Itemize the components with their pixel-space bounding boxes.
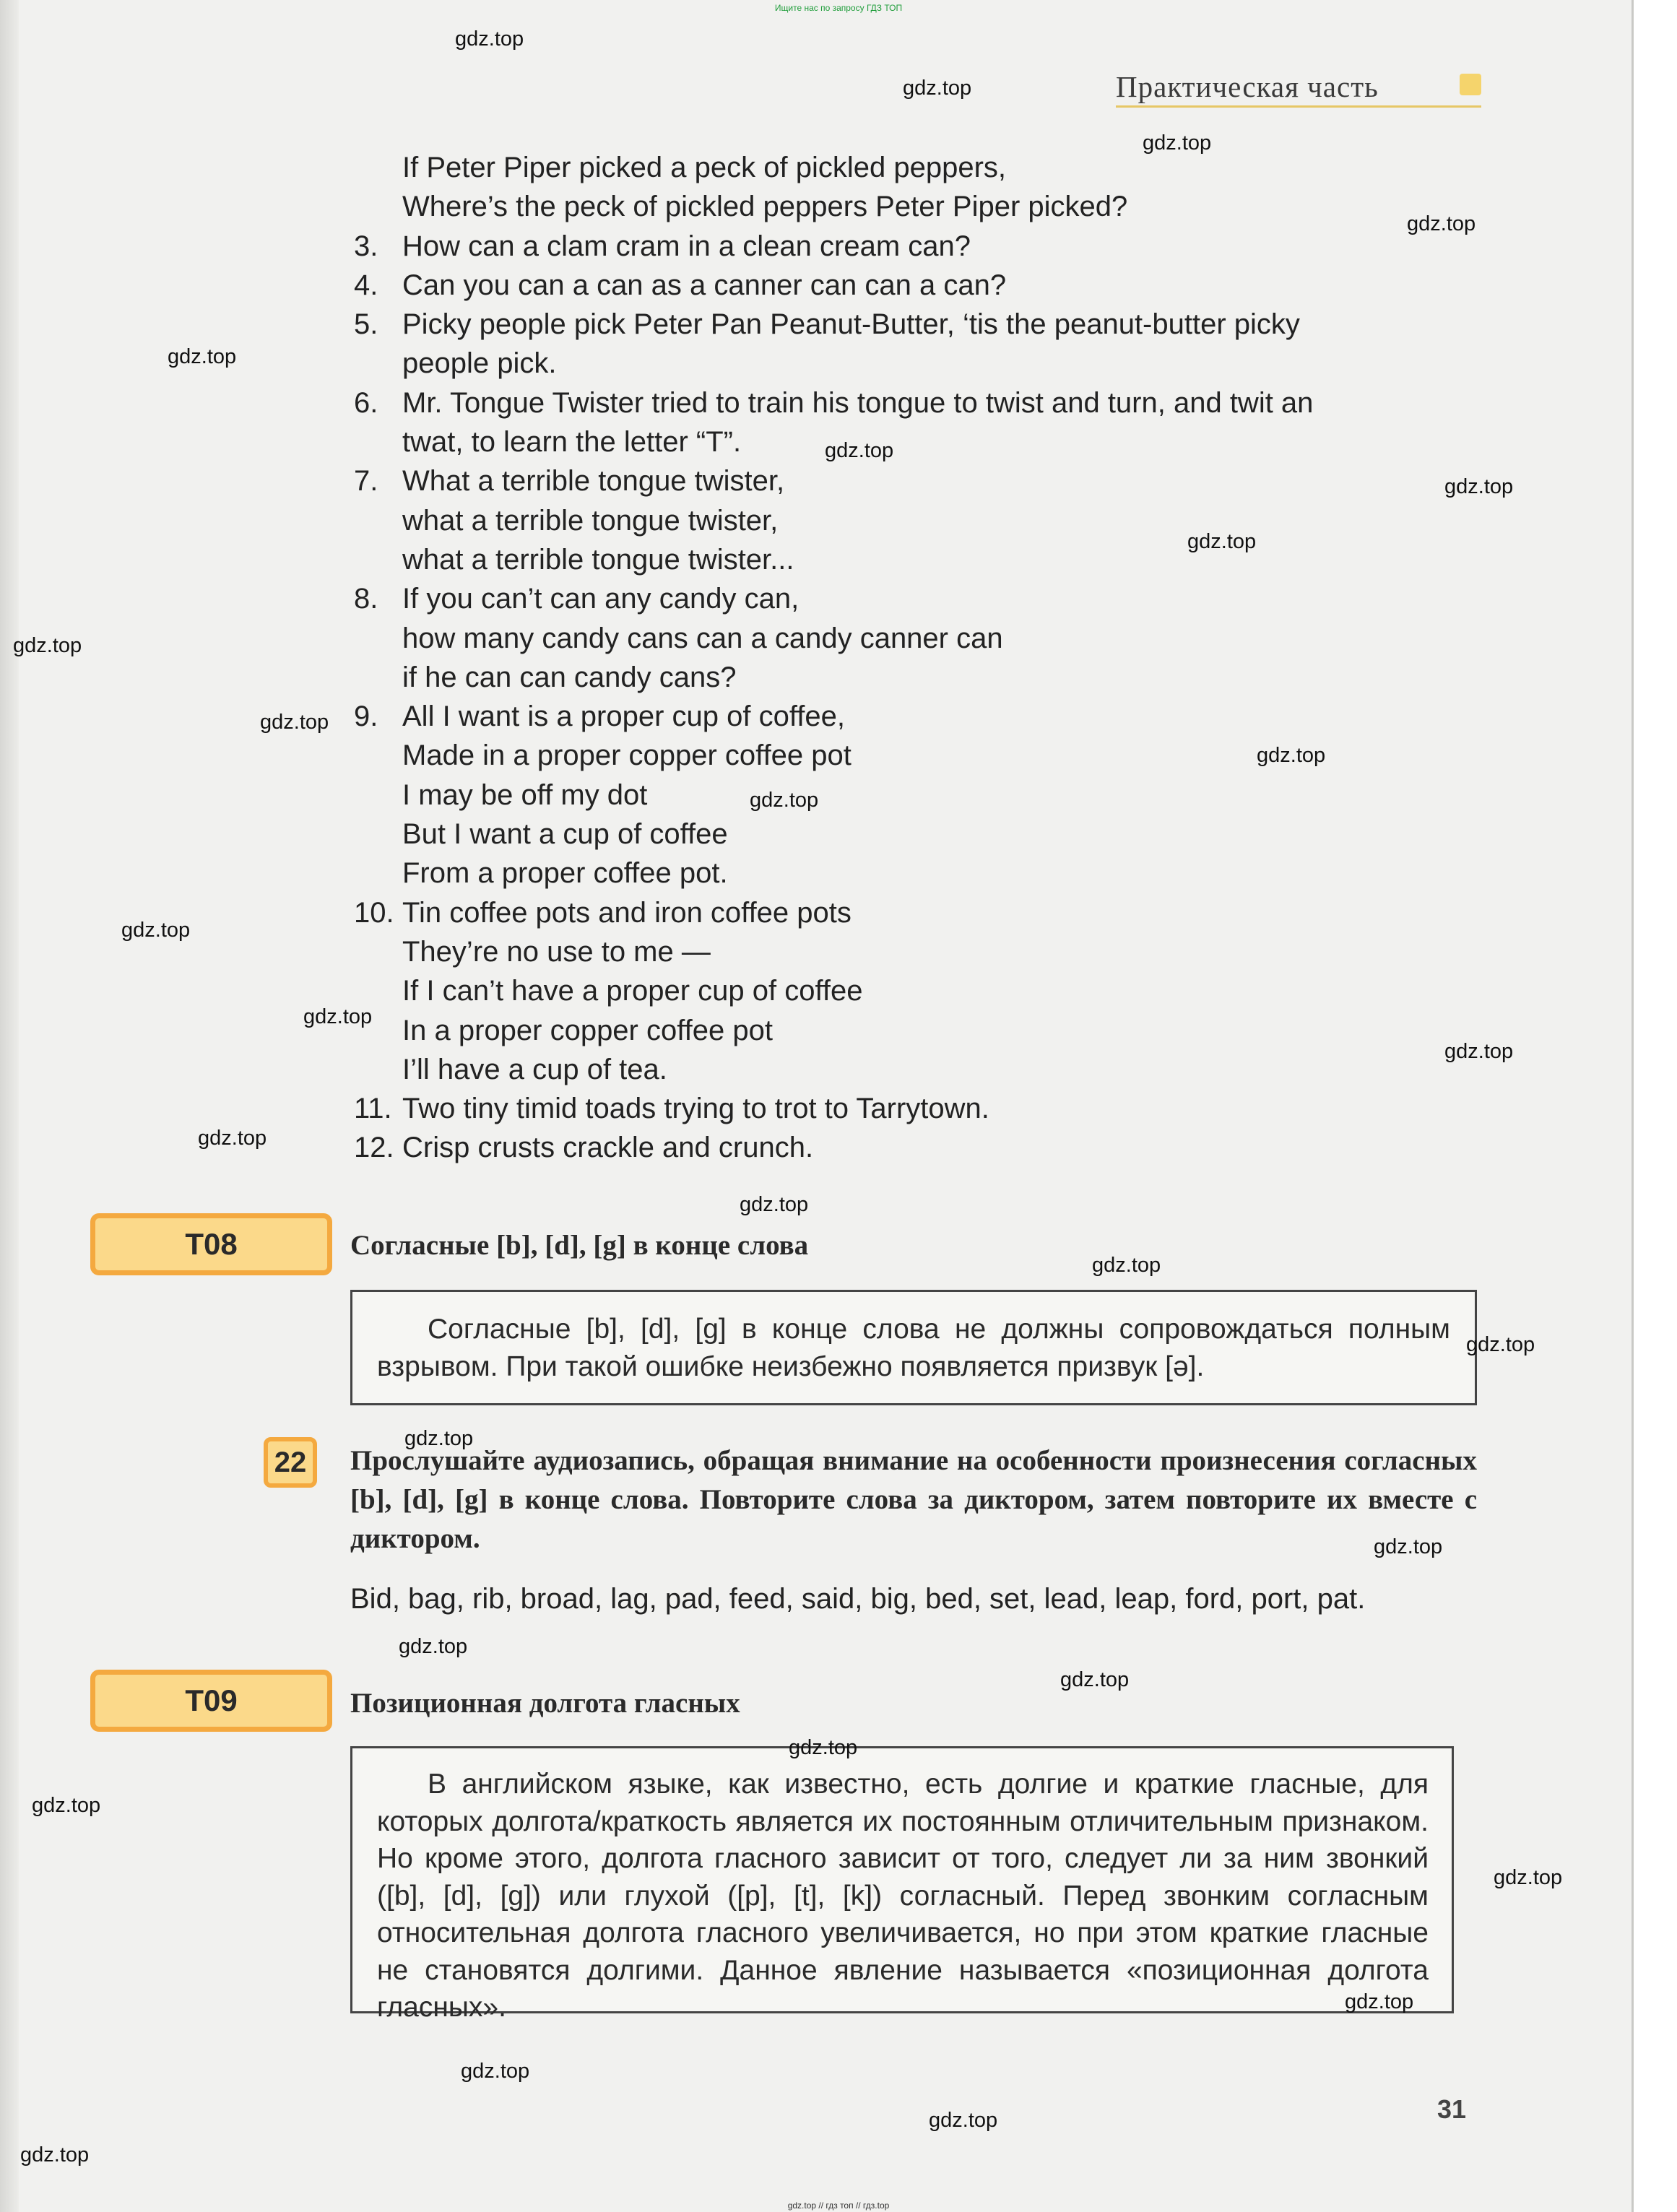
list-line [354, 227, 1481, 266]
list-line [354, 619, 1481, 658]
watermark: gdz.top [789, 1736, 858, 1759]
item-number: 9. [354, 701, 378, 733]
list-line [354, 1128, 1481, 1167]
list-line [354, 854, 1481, 893]
watermark: gdz.top [32, 1794, 101, 1817]
list-line [354, 148, 1481, 187]
watermark: gdz.top [303, 1005, 373, 1028]
watermark: gdz.top [1494, 1866, 1563, 1889]
watermark: gdz.top [455, 27, 524, 51]
page-shadow [0, 0, 19, 2212]
watermark: gdz.top [929, 2109, 998, 2132]
list-line [354, 1050, 1481, 1089]
item-text: Can you can a can as a canner can can a can? [402, 269, 1007, 301]
list-line [354, 344, 1481, 383]
watermark: gdz.top [1466, 1333, 1535, 1356]
list-line [354, 815, 1481, 854]
rule-text-t09: В английском языке, как известно, есть долгие и краткие гласные, для которых долгота/краткость является их постоянным отличительным признаком. Но кроме этого, долгота гласного зависит от того, следует ли за ним звонкий ([b], [d], [g]) или глухой ([p], [t], [k]) согласный. Перед звонким согласным относительная долгота гласного увеличивается, но при этом краткие гласные не становятся долгими. Данное явление называется «позиционная долгота гласных». [377, 1769, 1429, 2023]
list-line [354, 422, 1481, 461]
running-header [1116, 69, 1477, 104]
bottom-note: gdz.top // гдз топ // гдз.top [787, 2200, 890, 2211]
item-number: 3. [354, 230, 378, 262]
list-line [354, 776, 1481, 815]
watermark: gdz.top [121, 919, 191, 942]
tongue-twister-list [354, 148, 1481, 1168]
item-text: In a proper copper coffee pot [402, 1014, 773, 1046]
list-line [354, 579, 1481, 618]
list-line [354, 932, 1481, 971]
watermark: gdz.top [399, 1635, 468, 1658]
item-text: Two tiny timid toads trying to trot to Tarrytown. [402, 1093, 989, 1125]
rule-text-t08: Согласные [b], [d], [g] в конце слова не должны сопровождаться полным взрывом. При такой ошибке неизбежно появляется призвук [ə]. [377, 1314, 1450, 1382]
list-line [354, 658, 1481, 697]
watermark: gdz.top [1444, 1040, 1514, 1063]
watermark: gdz.top [260, 711, 329, 734]
item-text: If I can’t have a proper cup of coffee [402, 975, 863, 1007]
watermark: gdz.top [750, 789, 819, 812]
list-line [354, 187, 1481, 226]
item-text: I may be off my dot [402, 778, 648, 811]
item-number: 11. [354, 1093, 392, 1125]
watermark: gdz.top [198, 1127, 267, 1150]
section-code-t09: T09 [90, 1670, 332, 1732]
item-number: 7. [354, 465, 378, 498]
list-line [354, 893, 1481, 932]
watermark: gdz.top [1444, 475, 1514, 498]
header-rule [1116, 105, 1481, 108]
watermark: gdz.top [1143, 131, 1212, 155]
item-text: Picky people pick Peter Pan Peanut-Butter, ‘tis the peanut-butter picky [402, 308, 1300, 341]
item-text: Made in a proper copper coffee pot [402, 739, 852, 772]
header-marker-icon [1460, 74, 1481, 95]
item-text: Crisp crusts crackle and crunch. [402, 1132, 814, 1164]
list-line [354, 1089, 1481, 1128]
item-text: I’ll have a cup of tea. [402, 1053, 667, 1085]
item-text: They’re no use to me — [402, 935, 711, 968]
watermark: gdz.top [1187, 530, 1257, 553]
rule-box-t08 [350, 1290, 1477, 1405]
page-number: 31 [1437, 2094, 1467, 2124]
watermark: gdz.top [825, 439, 894, 462]
watermark: gdz.top [1060, 1668, 1130, 1691]
list-line [354, 501, 1481, 540]
item-text: if he can can candy cans? [402, 661, 737, 693]
item-text: twat, to learn the letter “T”. [402, 426, 742, 459]
list-line [354, 1011, 1481, 1050]
item-text: what a terrible tongue twister, [402, 504, 779, 537]
item-number: 8. [354, 583, 378, 615]
watermark: gdz.top [1374, 1535, 1443, 1558]
rule-box-t09 [350, 1746, 1454, 2023]
watermark: gdz.top [20, 2143, 90, 2167]
watermark: gdz.top [461, 2060, 530, 2083]
item-number: 4. [354, 269, 378, 301]
list-line [354, 305, 1481, 344]
item-number: 5. [354, 308, 378, 341]
watermark: gdz.top [1345, 1990, 1414, 2013]
section-title-t08: Согласные [b], [d], [g] в конце слова [350, 1230, 809, 1261]
watermark: gdz.top [903, 77, 972, 100]
watermark: gdz.top [168, 345, 237, 368]
header-title: Практическая часть [1116, 70, 1379, 103]
page-edge [1632, 0, 1677, 2212]
exercise-number-badge: 22 [264, 1437, 317, 1488]
item-text: All I want is a proper cup of coffee, [402, 701, 845, 733]
item-number: 6. [354, 386, 378, 419]
watermark: gdz.top [740, 1193, 809, 1216]
item-number: 10. [354, 896, 394, 929]
item-number: 12. [354, 1132, 394, 1164]
watermark: gdz.top [404, 1427, 474, 1450]
list-line [354, 540, 1481, 579]
item-text: From a proper coffee pot. [402, 857, 728, 890]
item-text: Tin coffee pots and iron coffee pots [402, 896, 852, 929]
item-text: But I want a cup of coffee [402, 818, 728, 851]
item-text: Mr. Tongue Twister tried to train his tongue to twist and turn, and twit an [402, 386, 1314, 419]
item-text: people pick. [402, 347, 557, 380]
watermark: gdz.top [1257, 744, 1326, 767]
item-text: Where’s the peck of pickled peppers Peter Piper picked? [402, 191, 1128, 223]
item-text: what a terrible tongue twister... [402, 543, 794, 576]
top-note: Ищите нас по запросу ГДЗ ТОП [774, 3, 903, 13]
list-line [354, 461, 1481, 500]
item-text: how many candy cans can a candy canner can [402, 622, 1003, 654]
section-code-t08: T08 [90, 1213, 332, 1275]
watermark: gdz.top [1407, 212, 1476, 235]
item-text: How can a clam cram in a clean cream can? [402, 230, 971, 262]
watermark: gdz.top [1092, 1254, 1161, 1277]
section-title-t09: Позиционная долгота гласных [350, 1688, 740, 1719]
watermark: gdz.top [13, 634, 82, 657]
exercise-instruction: Прослушайте аудиозапись, обращая внимание на особенности произнесения согласных [b], [d], [g] в конце слова. Повторите слова за диктором, затем повторите их вместе с диктором. [350, 1445, 1477, 1554]
exercise-word-list: Bid, bag, rib, broad, lag, pad, feed, said, big, bed, set, lead, leap, ford, port, pat. [350, 1583, 1366, 1615]
item-text: If Peter Piper picked a peck of pickled peppers, [402, 152, 1007, 183]
list-line [354, 266, 1481, 305]
item-text: What a terrible tongue twister, [402, 465, 785, 498]
list-line [354, 697, 1481, 736]
list-line [354, 971, 1481, 1010]
item-text: If you can’t can any candy can, [402, 583, 800, 615]
list-line [354, 383, 1481, 422]
